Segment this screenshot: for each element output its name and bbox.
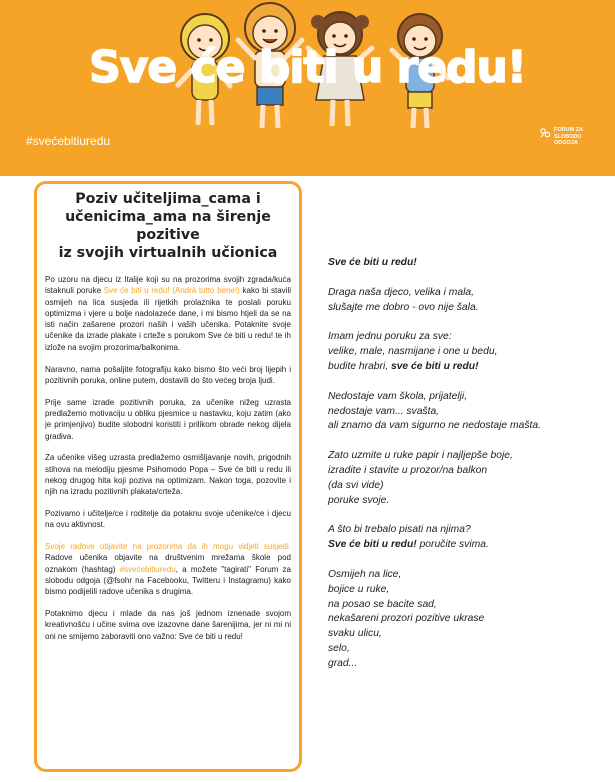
card-paragraph: Naravno, nama pošaljite fotografiju kako bismo što veći broj lijepih i pozitivnih poruka, online putem, dostavili do što većeg broja ljudi. <box>45 364 291 385</box>
org-line-1: FORUM ZA <box>554 127 584 133</box>
card-paragraph: Potaknimo djecu i mlade da nas još jednom iznenade svojom kreativnošću i učine svima ove izazovne dane šarenijima, jer ni mi ni oni ne smijemo zaboraviti ono važno: Sve će biti u redu! <box>45 609 291 641</box>
highlight-text: Sve će biti u redu! (Andrà tutto bene!) <box>103 286 240 296</box>
card-paragraph: Za učenike višeg uzrasta predlažemo osmišljavanje novih, prigodnih stihova na melodiju pjesme Psihomodo Popa – Sve će biti u redu ili nekog drugog hita koji poziva na optimizam. Nakon toga, pozovite i njih na izradu pozitivnih plakata/crteža. <box>45 453 291 497</box>
header-banner <box>0 0 615 176</box>
poem-line <box>328 360 598 375</box>
poem-line: selo, <box>328 642 350 654</box>
card-paragraph: Prije same izrade pozitivnih poruka, za učenike nižeg uzrasta predlažemo motivaciju u obliku pjesmice u nastavku, koju zatim (ako je primjenjivo) budite slobodni koristiti i prilikom obrade nekog dijela gradiva. <box>45 397 291 441</box>
paragraph-text: , a možete "tagirati" Forum za slobodu odgoja (@fsohr na Facebooku, Twitteru i Instagramu) kako bismo podijelili radove učenika s drugima. <box>45 564 292 597</box>
poem-line: ali znamo da vam sigurno ne nedostaje mašta. <box>328 420 541 432</box>
poem-line: Nedostaje vam škola, prijatelji, <box>328 390 468 402</box>
poem-line <box>328 538 598 553</box>
highlight-text: Svoje radove objavite na prozorima da ih mogu vidjeti susjedi. <box>45 542 291 552</box>
card-paragraph <box>45 274 291 353</box>
poem-line: (da svi vide) <box>328 479 384 491</box>
org-line-2: SLOBODU <box>554 133 582 140</box>
banner-hashtag: #svećebitiuredu <box>26 134 111 148</box>
org-logo-icon <box>539 127 551 139</box>
card-title <box>45 190 291 262</box>
poem-bold-text: Sve će biti u redu! <box>328 539 417 551</box>
paragraph-text: kako bi stavili osmijeh na lica susjeda ili rijetkih prolaznika te poslali poruku optimizma i vjere u bolje nadolazeće dane, i mi bismo htjeli da se na isti način zašarene prozori naših i vaših učenika. Potaknite svoje učenike da izrade plakate i crteže s porukom Sve će biti u redu! te ih izlože na svojim prozorima/balkonima. <box>45 286 292 352</box>
poem-line: svaku ulicu, <box>328 628 382 640</box>
poem <box>328 256 598 687</box>
poem-line: A što bi trebalo pisati na njima? <box>328 524 471 536</box>
poem-stanza <box>328 286 598 316</box>
poem-line: nedostaje vam... svašta, <box>328 405 440 417</box>
poem-stanza <box>328 523 598 553</box>
paragraph-text: Radove učenika objavite na društvenim mrežama škole pod oznakom (hashtag) <box>45 553 291 574</box>
card-title-line: Poziv učiteljima_cama i <box>75 191 261 207</box>
poem-line: Zato uzmite u ruke papir i najljepše boje, <box>328 450 513 462</box>
poem-stanza <box>328 568 598 672</box>
poem-line: bojice u ruke, <box>328 583 390 595</box>
poem-line: Draga naša djeco, velika i mala, <box>328 286 474 298</box>
org-logo <box>539 127 583 147</box>
poem-line: izradite i stavite u prozor/na balkon <box>328 464 488 476</box>
poem-line: na posao se bacite sad, <box>328 598 437 610</box>
poem-stanza <box>328 330 598 374</box>
poem-line: Osmijeh na lice, <box>328 568 402 580</box>
poem-line: slušajte me dobro - ovo nije šala. <box>328 301 479 313</box>
poem-title: Sve će biti u redu! <box>328 257 417 268</box>
banner-title: Sve će biti u redu! <box>89 42 526 93</box>
card-title-line: iz svojih virtualnih učionica <box>58 245 278 261</box>
poem-line: poruke svoje. <box>328 494 390 506</box>
poem-line: velike, male, nasmijane i one u bedu, <box>328 346 498 358</box>
org-line-3: ODGOJA <box>554 140 578 146</box>
paragraph-text: Po uzoru na djecu iz Italije koji su na prozorima svojih zgrada/kuća istaknuli poruke <box>45 275 291 296</box>
card-title-line: učenicima_ama na širenje pozitive <box>65 209 271 243</box>
poem-line: nekašareni prozori pozitive ukrase <box>328 613 485 625</box>
hashtag-link[interactable]: #svećebitiuredu <box>119 564 176 574</box>
poem-line: Imam jednu poruku za sve: <box>328 331 452 343</box>
poem-stanza <box>328 449 598 508</box>
poem-line: grad... <box>328 657 358 669</box>
invitation-card <box>34 181 302 772</box>
card-paragraph: Pozivamo i učitelje/ce i roditelje da potaknu svoje učenike/ce i djecu na ovu aktivnost. <box>45 509 291 530</box>
poem-line-text: budite hrabri, <box>328 360 391 372</box>
poem-stanza <box>328 390 598 434</box>
poem-bold-text: sve će biti u redu! <box>390 360 479 372</box>
card-paragraph <box>45 541 291 597</box>
poem-line-text: poručite svima. <box>416 539 489 551</box>
